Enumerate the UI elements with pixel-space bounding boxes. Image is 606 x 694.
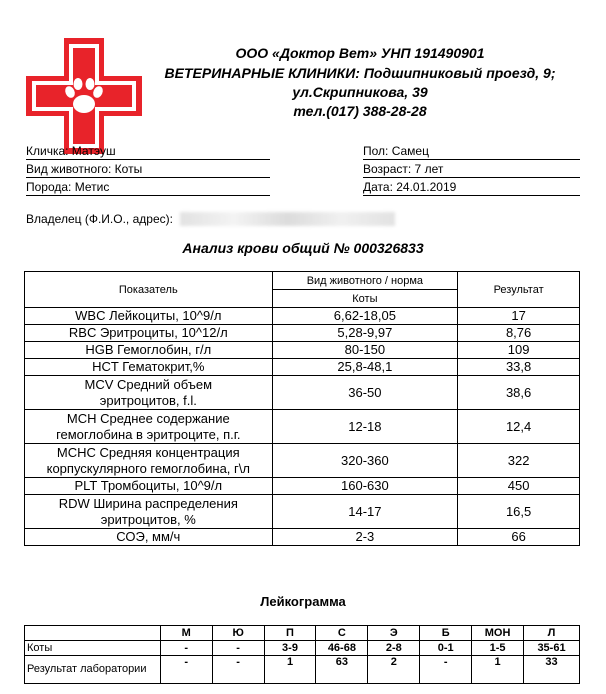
- indicator-cell: СОЭ, мм/ч: [25, 529, 273, 546]
- indicator-cell: RBC Эритроциты, 10^12/л: [25, 325, 273, 342]
- leuko-norm-cell: 0-1: [420, 641, 472, 656]
- header-norm-species: Коты: [272, 290, 458, 308]
- norm-cell: 80-150: [272, 342, 458, 359]
- leuko-result-cell: 63: [316, 656, 368, 684]
- leuko-result-cell: 1: [472, 656, 524, 684]
- leuko-norm-cell: 2-8: [368, 641, 420, 656]
- leuko-norm-cell: 35-61: [524, 641, 580, 656]
- result-cell: 322: [458, 444, 580, 478]
- result-cell: 38,6: [458, 376, 580, 410]
- analysis-date: Дата: 24.01.2019: [363, 179, 580, 196]
- indicator-cell: WBC Лейкоциты, 10^9/л: [25, 308, 273, 325]
- clinic-name: ООО «Доктор Вет» УНП 191490901: [235, 45, 485, 61]
- norm-cell: 160-630: [272, 478, 458, 495]
- indicator-cell: HGB Гемоглобин, г/л: [25, 342, 273, 359]
- norm-cell: 14-17: [272, 495, 458, 529]
- leuko-result-cell: 1: [264, 656, 316, 684]
- table-row: [25, 444, 580, 478]
- result-cell: 66: [458, 529, 580, 546]
- indicator-cell: RDW Ширина распределения эритроцитов, %: [25, 495, 273, 529]
- norm-cell: 25,8-48,1: [272, 359, 458, 376]
- pet-name: Кличка: Матэуш: [26, 143, 270, 160]
- analysis-title: Анализ крови общий № 000326833: [182, 240, 424, 256]
- pet-sex: Пол: Самец: [363, 143, 580, 160]
- leuko-norm-cell: -: [160, 641, 212, 656]
- leuko-result-cell: -: [160, 656, 212, 684]
- leuko-species-label: Коты: [25, 641, 161, 656]
- leuko-result-cell: 33: [524, 656, 580, 684]
- clinic-logo: [24, 36, 144, 156]
- leuko-norm-cell: 3-9: [264, 641, 316, 656]
- leuko-header-cell: МОН: [472, 626, 524, 641]
- result-cell: 33,8: [458, 359, 580, 376]
- table-row: [25, 325, 580, 342]
- leuko-norm-cell: -: [212, 641, 264, 656]
- table-row: [25, 308, 580, 325]
- header-result: Результат: [458, 272, 580, 308]
- leuko-header-cell: Э: [368, 626, 420, 641]
- table-row: [25, 529, 580, 546]
- leuko-header-cell: Ю: [212, 626, 264, 641]
- result-cell: 12,4: [458, 410, 580, 444]
- leuko-result-cell: -: [420, 656, 472, 684]
- pet-age: Возраст: 7 лет: [363, 161, 580, 178]
- leuko-norm-cell: 46-68: [316, 641, 368, 656]
- clinic-phone: тел.(017) 388-28-28: [293, 103, 427, 119]
- result-cell: 16,5: [458, 495, 580, 529]
- indicator-cell: HCT Гематокрит,%: [25, 359, 273, 376]
- owner-redacted: [180, 212, 395, 226]
- table-row: [25, 376, 580, 410]
- clinic-address: ВЕТЕРИНАРНЫЕ КЛИНИКИ: Подшипниковый проезд, 9;: [164, 65, 556, 81]
- indicator-cell: MCH Среднее содержание гемоглобина в эритроците, п.г.: [25, 410, 273, 444]
- table-row: [25, 359, 580, 376]
- leukogram-table: [24, 625, 580, 684]
- leuko-header-cell: Б: [420, 626, 472, 641]
- leukogram-title: Лейкограмма: [260, 594, 346, 609]
- norm-cell: 12-18: [272, 410, 458, 444]
- indicator-cell: MCHC Средняя концентрация корпускулярного гемоглобина, г\л: [25, 444, 273, 478]
- leuko-header-cell: Л: [524, 626, 580, 641]
- clinic-address-2: ул.Скрипникова, 39: [292, 84, 428, 100]
- result-cell: 8,76: [458, 325, 580, 342]
- norm-cell: 6,62-18,05: [272, 308, 458, 325]
- pet-species: Вид животного: Коты: [26, 161, 270, 178]
- table-row: [25, 495, 580, 529]
- header-norm: Вид животного / норма: [272, 272, 458, 290]
- leuko-norm-cell: 1-5: [472, 641, 524, 656]
- norm-cell: 36-50: [272, 376, 458, 410]
- leuko-header-cell: С: [316, 626, 368, 641]
- table-row: [25, 478, 580, 495]
- table-row: [25, 342, 580, 359]
- owner-label: Владелец (Ф.И.О., адрес):: [26, 212, 173, 226]
- indicator-cell: PLT Тромбоциты, 10^9/л: [25, 478, 273, 495]
- norm-cell: 2-3: [272, 529, 458, 546]
- leuko-result-cell: 2: [368, 656, 420, 684]
- norm-cell: 5,28-9,97: [272, 325, 458, 342]
- result-cell: 109: [458, 342, 580, 359]
- table-row: [25, 410, 580, 444]
- leuko-result-cell: -: [212, 656, 264, 684]
- leuko-result-label: Результат лаборатории: [25, 656, 161, 684]
- pet-breed: Порода: Метис: [26, 179, 270, 196]
- norm-cell: 320-360: [272, 444, 458, 478]
- blood-test-table: [24, 271, 580, 546]
- header-indicator: Показатель: [25, 272, 273, 308]
- result-cell: 17: [458, 308, 580, 325]
- result-cell: 450: [458, 478, 580, 495]
- leuko-header-cell: [25, 626, 161, 641]
- indicator-cell: MCV Средний объем эритроцитов, f.l.: [25, 376, 273, 410]
- leuko-header-cell: П: [264, 626, 316, 641]
- leuko-header-cell: М: [160, 626, 212, 641]
